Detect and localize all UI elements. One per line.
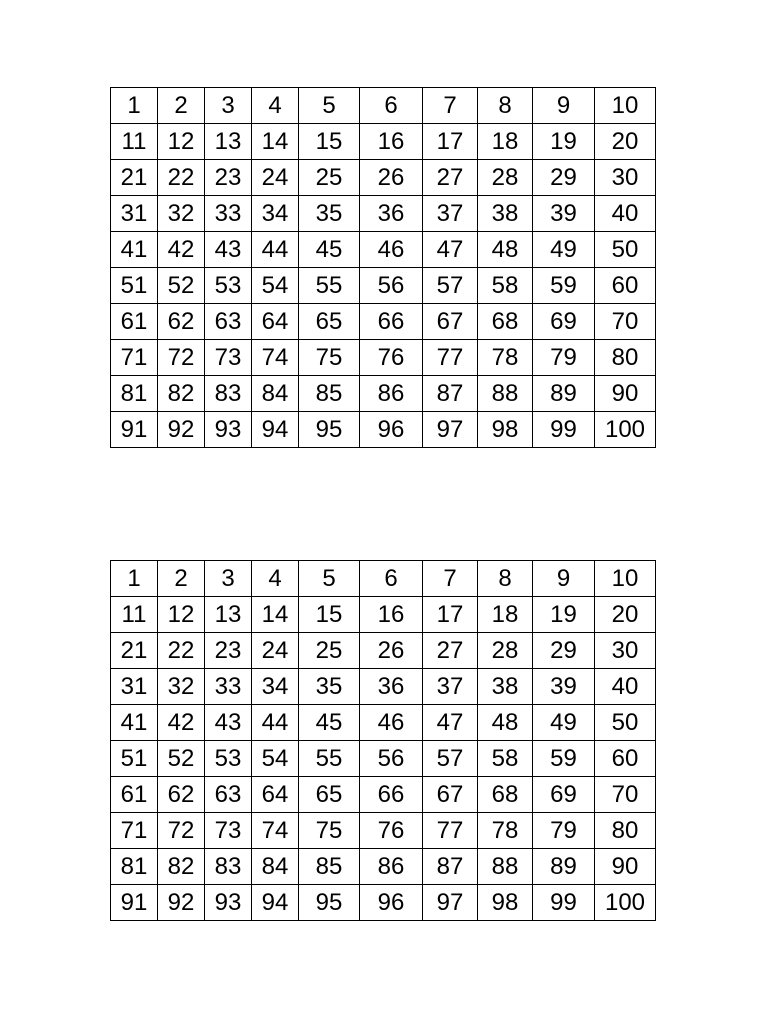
number-cell: 35 bbox=[299, 669, 360, 705]
number-cell: 7 bbox=[423, 561, 478, 597]
number-cell: 69 bbox=[533, 304, 595, 340]
number-cell: 25 bbox=[299, 160, 360, 196]
number-cell: 47 bbox=[423, 232, 478, 268]
hundred-chart-top-body bbox=[111, 88, 656, 448]
number-cell: 57 bbox=[423, 268, 478, 304]
table-row bbox=[111, 340, 656, 376]
number-cell: 24 bbox=[252, 633, 299, 669]
table-row bbox=[111, 885, 656, 921]
table-row bbox=[111, 268, 656, 304]
number-cell: 75 bbox=[299, 813, 360, 849]
number-cell: 35 bbox=[299, 196, 360, 232]
number-cell: 19 bbox=[533, 124, 595, 160]
number-cell: 28 bbox=[478, 160, 533, 196]
number-cell: 26 bbox=[360, 160, 423, 196]
number-cell: 76 bbox=[360, 340, 423, 376]
number-cell: 12 bbox=[158, 597, 205, 633]
number-cell: 11 bbox=[111, 124, 158, 160]
number-cell: 5 bbox=[299, 561, 360, 597]
number-cell: 48 bbox=[478, 705, 533, 741]
number-cell: 49 bbox=[533, 705, 595, 741]
number-cell: 63 bbox=[205, 777, 252, 813]
number-cell: 65 bbox=[299, 304, 360, 340]
table-row bbox=[111, 633, 656, 669]
number-cell: 14 bbox=[252, 124, 299, 160]
number-cell: 67 bbox=[423, 777, 478, 813]
table-row bbox=[111, 597, 656, 633]
number-cell: 68 bbox=[478, 777, 533, 813]
number-cell: 2 bbox=[158, 561, 205, 597]
table-row bbox=[111, 849, 656, 885]
number-cell: 3 bbox=[205, 561, 252, 597]
number-cell: 97 bbox=[423, 412, 478, 448]
number-cell: 89 bbox=[533, 849, 595, 885]
number-cell: 77 bbox=[423, 813, 478, 849]
number-cell: 48 bbox=[478, 232, 533, 268]
number-cell: 6 bbox=[360, 88, 423, 124]
number-cell: 60 bbox=[595, 741, 656, 777]
number-cell: 12 bbox=[158, 124, 205, 160]
table-row bbox=[111, 777, 656, 813]
number-cell: 100 bbox=[595, 412, 656, 448]
number-cell: 41 bbox=[111, 705, 158, 741]
number-cell: 24 bbox=[252, 160, 299, 196]
number-cell: 70 bbox=[595, 777, 656, 813]
number-cell: 56 bbox=[360, 741, 423, 777]
number-cell: 25 bbox=[299, 633, 360, 669]
number-cell: 46 bbox=[360, 232, 423, 268]
number-cell: 76 bbox=[360, 813, 423, 849]
number-cell: 43 bbox=[205, 705, 252, 741]
number-cell: 33 bbox=[205, 196, 252, 232]
number-cell: 42 bbox=[158, 232, 205, 268]
number-cell: 66 bbox=[360, 304, 423, 340]
number-cell: 92 bbox=[158, 885, 205, 921]
table-row bbox=[111, 304, 656, 340]
number-cell: 96 bbox=[360, 885, 423, 921]
number-cell: 86 bbox=[360, 376, 423, 412]
number-cell: 88 bbox=[478, 376, 533, 412]
number-cell: 47 bbox=[423, 705, 478, 741]
number-cell: 45 bbox=[299, 232, 360, 268]
number-cell: 37 bbox=[423, 669, 478, 705]
number-cell: 72 bbox=[158, 340, 205, 376]
number-cell: 43 bbox=[205, 232, 252, 268]
number-cell: 70 bbox=[595, 304, 656, 340]
number-cell: 27 bbox=[423, 633, 478, 669]
table-row bbox=[111, 88, 656, 124]
table-row bbox=[111, 196, 656, 232]
number-cell: 34 bbox=[252, 669, 299, 705]
number-cell: 61 bbox=[111, 777, 158, 813]
number-cell: 19 bbox=[533, 597, 595, 633]
number-cell: 80 bbox=[595, 813, 656, 849]
number-cell: 9 bbox=[533, 88, 595, 124]
number-cell: 81 bbox=[111, 849, 158, 885]
number-cell: 18 bbox=[478, 597, 533, 633]
number-cell: 79 bbox=[533, 340, 595, 376]
number-cell: 29 bbox=[533, 633, 595, 669]
number-cell: 39 bbox=[533, 669, 595, 705]
number-cell: 91 bbox=[111, 885, 158, 921]
number-cell: 27 bbox=[423, 160, 478, 196]
number-cell: 58 bbox=[478, 268, 533, 304]
number-cell: 1 bbox=[111, 561, 158, 597]
number-cell: 2 bbox=[158, 88, 205, 124]
number-cell: 15 bbox=[299, 597, 360, 633]
number-cell: 38 bbox=[478, 196, 533, 232]
number-cell: 45 bbox=[299, 705, 360, 741]
number-cell: 64 bbox=[252, 304, 299, 340]
number-cell: 93 bbox=[205, 412, 252, 448]
table-row bbox=[111, 669, 656, 705]
number-cell: 63 bbox=[205, 304, 252, 340]
number-cell: 88 bbox=[478, 849, 533, 885]
number-cell: 54 bbox=[252, 268, 299, 304]
number-cell: 65 bbox=[299, 777, 360, 813]
number-cell: 93 bbox=[205, 885, 252, 921]
number-cell: 44 bbox=[252, 705, 299, 741]
number-cell: 95 bbox=[299, 885, 360, 921]
number-cell: 90 bbox=[595, 376, 656, 412]
number-cell: 71 bbox=[111, 813, 158, 849]
number-cell: 8 bbox=[478, 561, 533, 597]
number-cell: 36 bbox=[360, 196, 423, 232]
number-cell: 73 bbox=[205, 340, 252, 376]
number-cell: 97 bbox=[423, 885, 478, 921]
number-cell: 90 bbox=[595, 849, 656, 885]
number-cell: 40 bbox=[595, 196, 656, 232]
number-cell: 32 bbox=[158, 669, 205, 705]
number-cell: 36 bbox=[360, 669, 423, 705]
number-cell: 100 bbox=[595, 885, 656, 921]
number-cell: 6 bbox=[360, 561, 423, 597]
number-cell: 38 bbox=[478, 669, 533, 705]
number-cell: 79 bbox=[533, 813, 595, 849]
number-cell: 98 bbox=[478, 412, 533, 448]
number-cell: 94 bbox=[252, 412, 299, 448]
number-cell: 87 bbox=[423, 849, 478, 885]
number-cell: 61 bbox=[111, 304, 158, 340]
table-row bbox=[111, 412, 656, 448]
number-cell: 11 bbox=[111, 597, 158, 633]
number-cell: 96 bbox=[360, 412, 423, 448]
number-cell: 23 bbox=[205, 160, 252, 196]
number-cell: 87 bbox=[423, 376, 478, 412]
number-cell: 28 bbox=[478, 633, 533, 669]
number-cell: 55 bbox=[299, 268, 360, 304]
number-cell: 89 bbox=[533, 376, 595, 412]
table-row bbox=[111, 705, 656, 741]
number-cell: 91 bbox=[111, 412, 158, 448]
hundred-chart-top bbox=[110, 87, 656, 448]
table-row bbox=[111, 160, 656, 196]
number-cell: 9 bbox=[533, 561, 595, 597]
number-cell: 62 bbox=[158, 777, 205, 813]
number-cell: 33 bbox=[205, 669, 252, 705]
number-cell: 69 bbox=[533, 777, 595, 813]
number-cell: 30 bbox=[595, 160, 656, 196]
table-row bbox=[111, 232, 656, 268]
number-cell: 50 bbox=[595, 705, 656, 741]
number-cell: 20 bbox=[595, 124, 656, 160]
number-cell: 67 bbox=[423, 304, 478, 340]
number-cell: 22 bbox=[158, 633, 205, 669]
number-cell: 56 bbox=[360, 268, 423, 304]
number-cell: 53 bbox=[205, 268, 252, 304]
number-cell: 80 bbox=[595, 340, 656, 376]
table-row bbox=[111, 813, 656, 849]
number-cell: 83 bbox=[205, 376, 252, 412]
number-cell: 22 bbox=[158, 160, 205, 196]
number-cell: 37 bbox=[423, 196, 478, 232]
number-cell: 84 bbox=[252, 849, 299, 885]
number-cell: 13 bbox=[205, 597, 252, 633]
number-cell: 77 bbox=[423, 340, 478, 376]
number-cell: 81 bbox=[111, 376, 158, 412]
number-cell: 99 bbox=[533, 412, 595, 448]
number-cell: 86 bbox=[360, 849, 423, 885]
number-cell: 84 bbox=[252, 376, 299, 412]
number-cell: 10 bbox=[595, 88, 656, 124]
number-cell: 16 bbox=[360, 124, 423, 160]
number-cell: 83 bbox=[205, 849, 252, 885]
number-cell: 1 bbox=[111, 88, 158, 124]
number-cell: 68 bbox=[478, 304, 533, 340]
number-cell: 95 bbox=[299, 412, 360, 448]
number-cell: 4 bbox=[252, 88, 299, 124]
number-cell: 51 bbox=[111, 268, 158, 304]
number-cell: 39 bbox=[533, 196, 595, 232]
number-cell: 74 bbox=[252, 813, 299, 849]
number-cell: 92 bbox=[158, 412, 205, 448]
number-cell: 17 bbox=[423, 124, 478, 160]
number-cell: 15 bbox=[299, 124, 360, 160]
number-cell: 78 bbox=[478, 813, 533, 849]
number-cell: 30 bbox=[595, 633, 656, 669]
number-cell: 17 bbox=[423, 597, 478, 633]
table-row bbox=[111, 741, 656, 777]
number-cell: 59 bbox=[533, 268, 595, 304]
number-cell: 5 bbox=[299, 88, 360, 124]
table-row bbox=[111, 124, 656, 160]
number-cell: 66 bbox=[360, 777, 423, 813]
number-cell: 74 bbox=[252, 340, 299, 376]
number-cell: 26 bbox=[360, 633, 423, 669]
number-cell: 32 bbox=[158, 196, 205, 232]
number-cell: 99 bbox=[533, 885, 595, 921]
number-cell: 85 bbox=[299, 376, 360, 412]
number-cell: 94 bbox=[252, 885, 299, 921]
number-cell: 62 bbox=[158, 304, 205, 340]
number-cell: 50 bbox=[595, 232, 656, 268]
number-cell: 52 bbox=[158, 268, 205, 304]
number-cell: 73 bbox=[205, 813, 252, 849]
number-cell: 34 bbox=[252, 196, 299, 232]
number-cell: 29 bbox=[533, 160, 595, 196]
number-cell: 31 bbox=[111, 669, 158, 705]
number-cell: 82 bbox=[158, 849, 205, 885]
number-cell: 59 bbox=[533, 741, 595, 777]
hundred-chart-bottom bbox=[110, 560, 656, 921]
hundred-chart-bottom-body bbox=[111, 561, 656, 921]
number-cell: 78 bbox=[478, 340, 533, 376]
number-cell: 20 bbox=[595, 597, 656, 633]
number-cell: 51 bbox=[111, 741, 158, 777]
number-cell: 49 bbox=[533, 232, 595, 268]
number-cell: 98 bbox=[478, 885, 533, 921]
number-cell: 3 bbox=[205, 88, 252, 124]
number-cell: 7 bbox=[423, 88, 478, 124]
number-cell: 55 bbox=[299, 741, 360, 777]
number-cell: 75 bbox=[299, 340, 360, 376]
number-cell: 64 bbox=[252, 777, 299, 813]
number-cell: 85 bbox=[299, 849, 360, 885]
number-cell: 18 bbox=[478, 124, 533, 160]
number-cell: 53 bbox=[205, 741, 252, 777]
table-row bbox=[111, 561, 656, 597]
number-cell: 58 bbox=[478, 741, 533, 777]
number-cell: 8 bbox=[478, 88, 533, 124]
number-cell: 40 bbox=[595, 669, 656, 705]
number-cell: 54 bbox=[252, 741, 299, 777]
table-row bbox=[111, 376, 656, 412]
number-cell: 23 bbox=[205, 633, 252, 669]
number-cell: 46 bbox=[360, 705, 423, 741]
number-cell: 16 bbox=[360, 597, 423, 633]
number-cell: 10 bbox=[595, 561, 656, 597]
number-cell: 13 bbox=[205, 124, 252, 160]
number-cell: 60 bbox=[595, 268, 656, 304]
number-cell: 42 bbox=[158, 705, 205, 741]
number-cell: 82 bbox=[158, 376, 205, 412]
number-cell: 52 bbox=[158, 741, 205, 777]
number-cell: 71 bbox=[111, 340, 158, 376]
number-cell: 57 bbox=[423, 741, 478, 777]
number-cell: 41 bbox=[111, 232, 158, 268]
number-cell: 21 bbox=[111, 633, 158, 669]
number-cell: 14 bbox=[252, 597, 299, 633]
number-cell: 44 bbox=[252, 232, 299, 268]
number-cell: 4 bbox=[252, 561, 299, 597]
number-cell: 21 bbox=[111, 160, 158, 196]
number-cell: 72 bbox=[158, 813, 205, 849]
number-cell: 31 bbox=[111, 196, 158, 232]
